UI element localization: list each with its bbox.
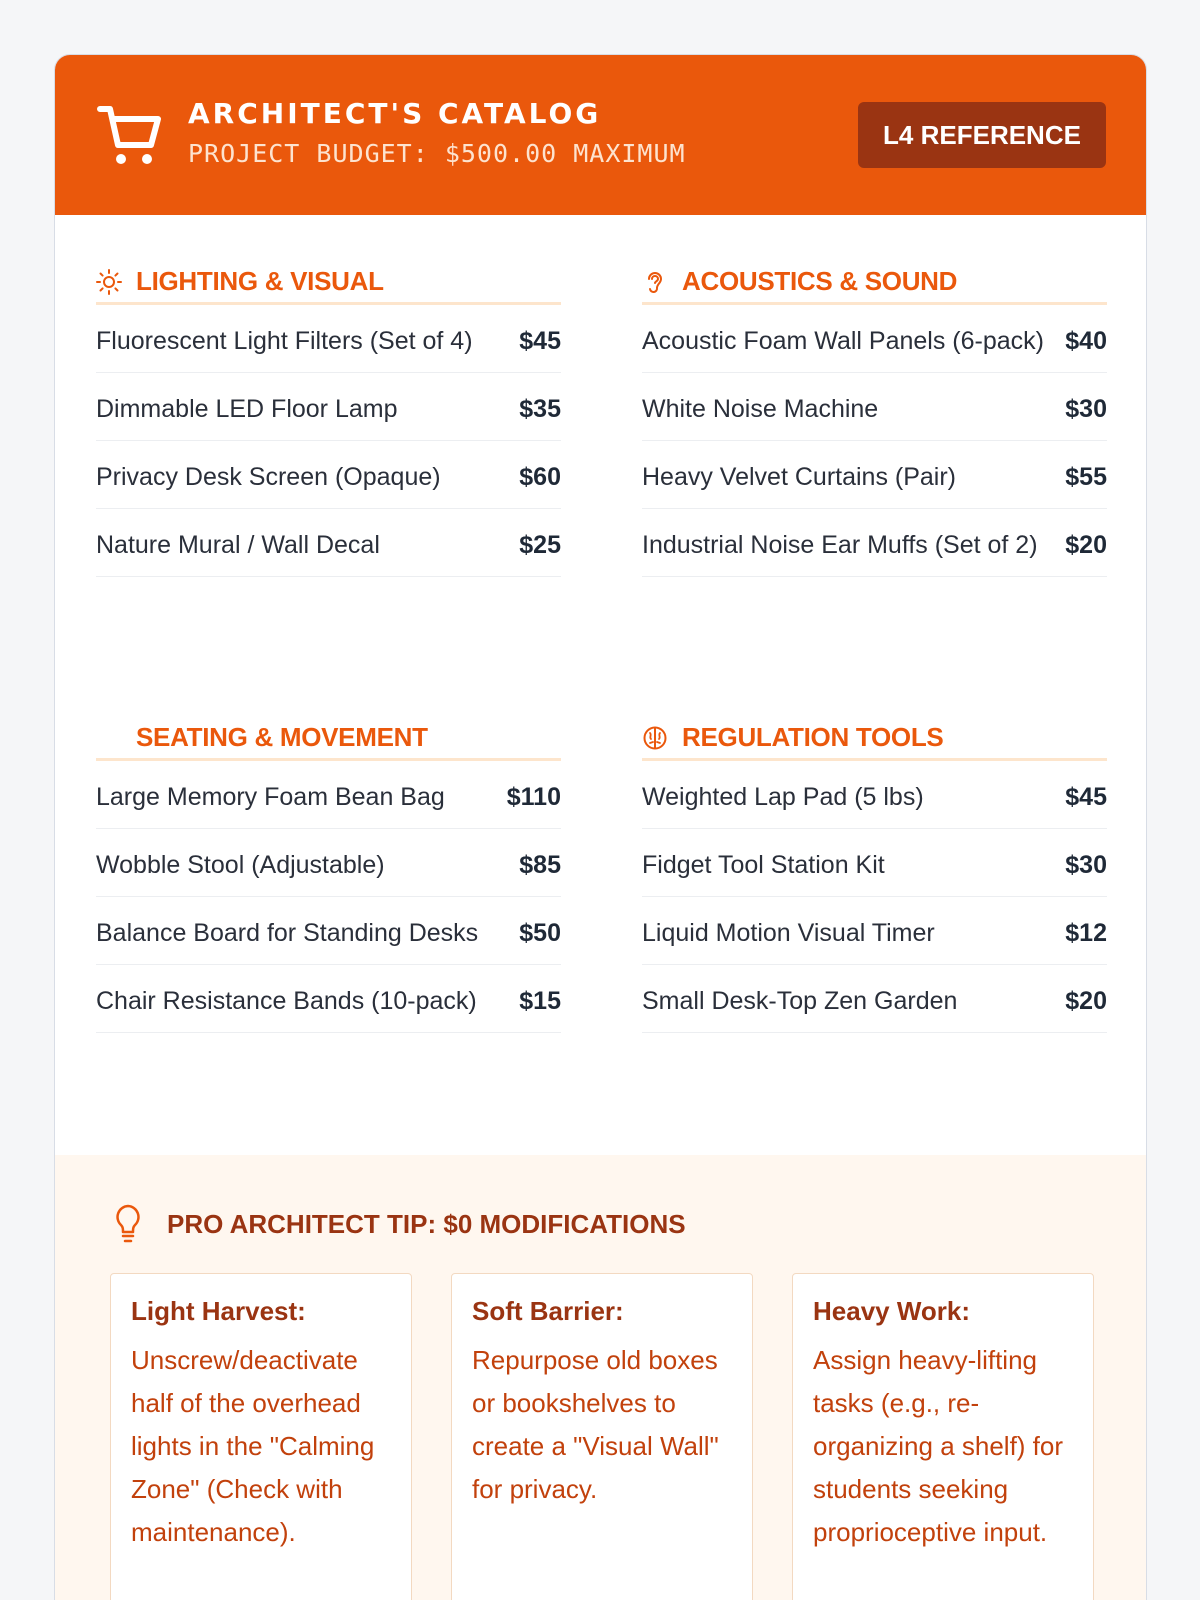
budget-subtitle: PROJECT BUDGET: $500.00 MAXIMUM [188, 139, 686, 168]
tip-card-light-harvest [110, 1273, 412, 1600]
list-item[interactable] [96, 761, 561, 829]
tip-text: Assign heavy-lifting tasks (e.g., re-organizing a shelf) for students seeking proprioceptive input. [813, 1345, 1064, 1547]
item-name: Liquid Motion Visual Timer [642, 919, 935, 947]
section-header [642, 717, 1107, 761]
item-name: Weighted Lap Pad (5 lbs) [642, 783, 924, 811]
item-name: Nature Mural / Wall Decal [96, 531, 380, 559]
catalog-card [54, 54, 1147, 1600]
tip-card-heavy-work [792, 1273, 1094, 1600]
item-price: $25 [519, 531, 561, 559]
tip-title: Heavy Work: [813, 1296, 971, 1326]
item-price: $50 [519, 919, 561, 947]
page-title: ARCHITECT'S CATALOG [188, 97, 602, 130]
list-item[interactable] [642, 897, 1107, 965]
item-price: $30 [1065, 851, 1107, 879]
tip-text: Unscrew/deactivate half of the overhead lights in the "Calming Zone" (Check with maintenance). [131, 1345, 375, 1547]
item-name: Dimmable LED Floor Lamp [96, 395, 398, 423]
item-name: Balance Board for Standing Desks [96, 919, 479, 947]
item-price: $35 [519, 395, 561, 423]
tip-card-soft-barrier [451, 1273, 753, 1600]
section-title: ACOUSTICS & SOUND [682, 266, 958, 296]
item-price: $40 [1065, 327, 1107, 355]
tip-title: Light Harvest: [131, 1296, 306, 1326]
list-item[interactable] [96, 441, 561, 509]
item-price: $60 [519, 463, 561, 491]
item-name: Small Desk-Top Zen Garden [642, 987, 958, 1015]
item-name: Heavy Velvet Curtains (Pair) [642, 463, 957, 491]
item-name: Fluorescent Light Filters (Set of 4) [96, 327, 473, 355]
list-item[interactable] [96, 897, 561, 965]
list-item[interactable] [96, 965, 561, 1033]
item-name: Fidget Tool Station Kit [642, 851, 885, 879]
section-header [96, 717, 561, 761]
item-price: $110 [506, 783, 561, 811]
list-item[interactable] [642, 829, 1107, 897]
list-item[interactable] [96, 829, 561, 897]
catalog-header [55, 55, 1146, 215]
item-price: $20 [1065, 531, 1107, 559]
item-name: Acoustic Foam Wall Panels (6-pack) [642, 327, 1044, 355]
item-name: Industrial Noise Ear Muffs (Set of 2) [642, 531, 1038, 559]
section-title: LIGHTING & VISUAL [136, 266, 384, 296]
item-price: $45 [519, 327, 561, 355]
section-acoustics [642, 261, 1107, 577]
tips-title: PRO ARCHITECT TIP: $0 MODIFICATIONS [167, 1208, 686, 1239]
tip-text: Repurpose old boxes or bookshelves to create a "Visual Wall" for privacy. [472, 1345, 719, 1504]
tips-panel [55, 1155, 1146, 1600]
tips-header [113, 1203, 686, 1245]
list-item[interactable] [96, 373, 561, 441]
list-item[interactable] [96, 305, 561, 373]
list-item[interactable] [642, 965, 1107, 1033]
item-price: $45 [1065, 783, 1107, 811]
list-item[interactable] [642, 305, 1107, 373]
item-price: $55 [1065, 463, 1107, 491]
section-title: REGULATION TOOLS [682, 722, 944, 752]
section-regulation [642, 717, 1107, 1033]
item-name: Chair Resistance Bands (10-pack) [96, 987, 477, 1015]
section-header [642, 261, 1107, 305]
list-item[interactable] [642, 441, 1107, 509]
section-title: SEATING & MOVEMENT [136, 722, 428, 752]
ear-icon [642, 269, 668, 295]
brain-icon [642, 725, 668, 751]
item-name: White Noise Machine [642, 395, 879, 423]
list-item[interactable] [642, 509, 1107, 577]
item-name: Large Memory Foam Bean Bag [96, 783, 445, 811]
list-item[interactable] [96, 509, 561, 577]
item-price: $12 [1065, 919, 1107, 947]
shopping-cart-icon [97, 101, 161, 167]
section-header [96, 261, 561, 305]
item-price: $20 [1065, 987, 1107, 1015]
item-price: $30 [1065, 395, 1107, 423]
lightbulb-icon [113, 1203, 143, 1245]
section-seating [96, 717, 561, 1033]
reference-button[interactable]: L4 REFERENCE [858, 102, 1106, 168]
tip-title: Soft Barrier: [472, 1296, 624, 1326]
sun-icon [96, 269, 122, 295]
section-lighting [96, 261, 561, 577]
item-price: $15 [519, 987, 561, 1015]
list-item[interactable] [642, 761, 1107, 829]
item-price: $85 [519, 851, 561, 879]
item-name: Wobble Stool (Adjustable) [96, 851, 385, 879]
list-item[interactable] [642, 373, 1107, 441]
item-name: Privacy Desk Screen (Opaque) [96, 463, 441, 491]
